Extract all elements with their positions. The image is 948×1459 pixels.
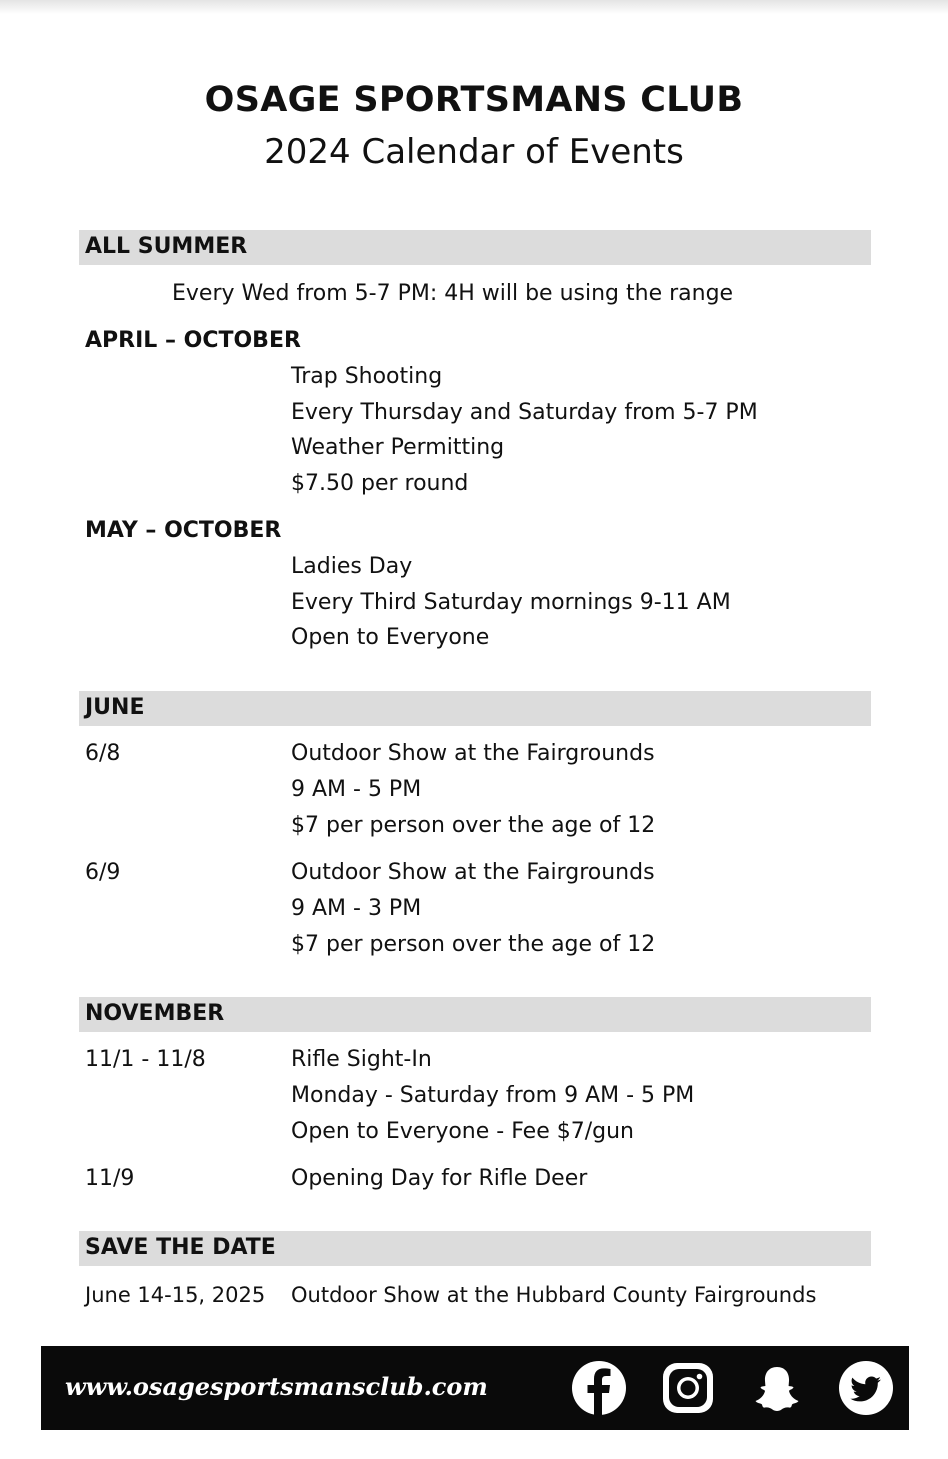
event-line: $7 per person over the age of 12 <box>291 932 656 957</box>
facebook-icon[interactable] <box>571 1360 627 1416</box>
event-line: Monday - Saturday from 9 AM - 5 PM <box>291 1083 695 1108</box>
instagram-icon[interactable] <box>660 1360 716 1416</box>
event-line: Open to Everyone <box>291 625 490 650</box>
event-line: Opening Day for Rifle Deer <box>291 1166 588 1191</box>
section-heading-save-the-date: SAVE THE DATE <box>79 1231 871 1266</box>
event-line: Outdoor Show at the Fairgrounds <box>291 741 655 766</box>
section-heading-june: JUNE <box>79 691 871 726</box>
event-line: Ladies Day <box>291 554 413 579</box>
event-line: Outdoor Show at the Hubbard County Fairgrounds <box>291 1283 817 1307</box>
event-date: 11/1 - 11/8 <box>85 1047 206 1072</box>
page-subtitle: 2024 Calendar of Events <box>264 132 684 172</box>
event-date: 6/8 <box>85 741 121 766</box>
section-heading-may-october: MAY – OCTOBER <box>85 518 282 543</box>
page-title: OSAGE SPORTSMANS CLUB <box>204 80 744 120</box>
event-line: $7.50 per round <box>291 471 469 496</box>
event-date: 6/9 <box>85 860 121 885</box>
event-line: Trap Shooting <box>291 364 443 389</box>
event-line: 9 AM - 3 PM <box>291 896 422 921</box>
event-line: $7 per person over the age of 12 <box>291 813 656 838</box>
event-line: Weather Permitting <box>291 435 505 460</box>
event-date: 11/9 <box>85 1166 135 1191</box>
event-line: Rifle Sight-In <box>291 1047 432 1072</box>
footer-bar <box>41 1346 909 1430</box>
event-line: Open to Everyone - Fee $7/gun <box>291 1119 634 1144</box>
event-line: Outdoor Show at the Fairgrounds <box>291 860 655 885</box>
event-date: June 14-15, 2025 <box>85 1283 266 1307</box>
event-line: Every Third Saturday mornings 9-11 AM <box>291 590 731 615</box>
section-heading-april-october: APRIL – OCTOBER <box>85 328 301 353</box>
top-shade <box>0 0 948 14</box>
twitter-icon[interactable] <box>838 1360 894 1416</box>
event-line: Every Thursday and Saturday from 5-7 PM <box>291 400 758 425</box>
event-line: 9 AM - 5 PM <box>291 777 422 802</box>
section-heading-november: NOVEMBER <box>79 997 871 1032</box>
snapchat-icon[interactable] <box>749 1360 805 1416</box>
website-link[interactable]: www.osagesportsmansclub.com <box>65 1372 488 1401</box>
all-summer-line: Every Wed from 5-7 PM: 4H will be using the range <box>172 281 734 306</box>
section-heading-all-summer: ALL SUMMER <box>79 230 871 265</box>
